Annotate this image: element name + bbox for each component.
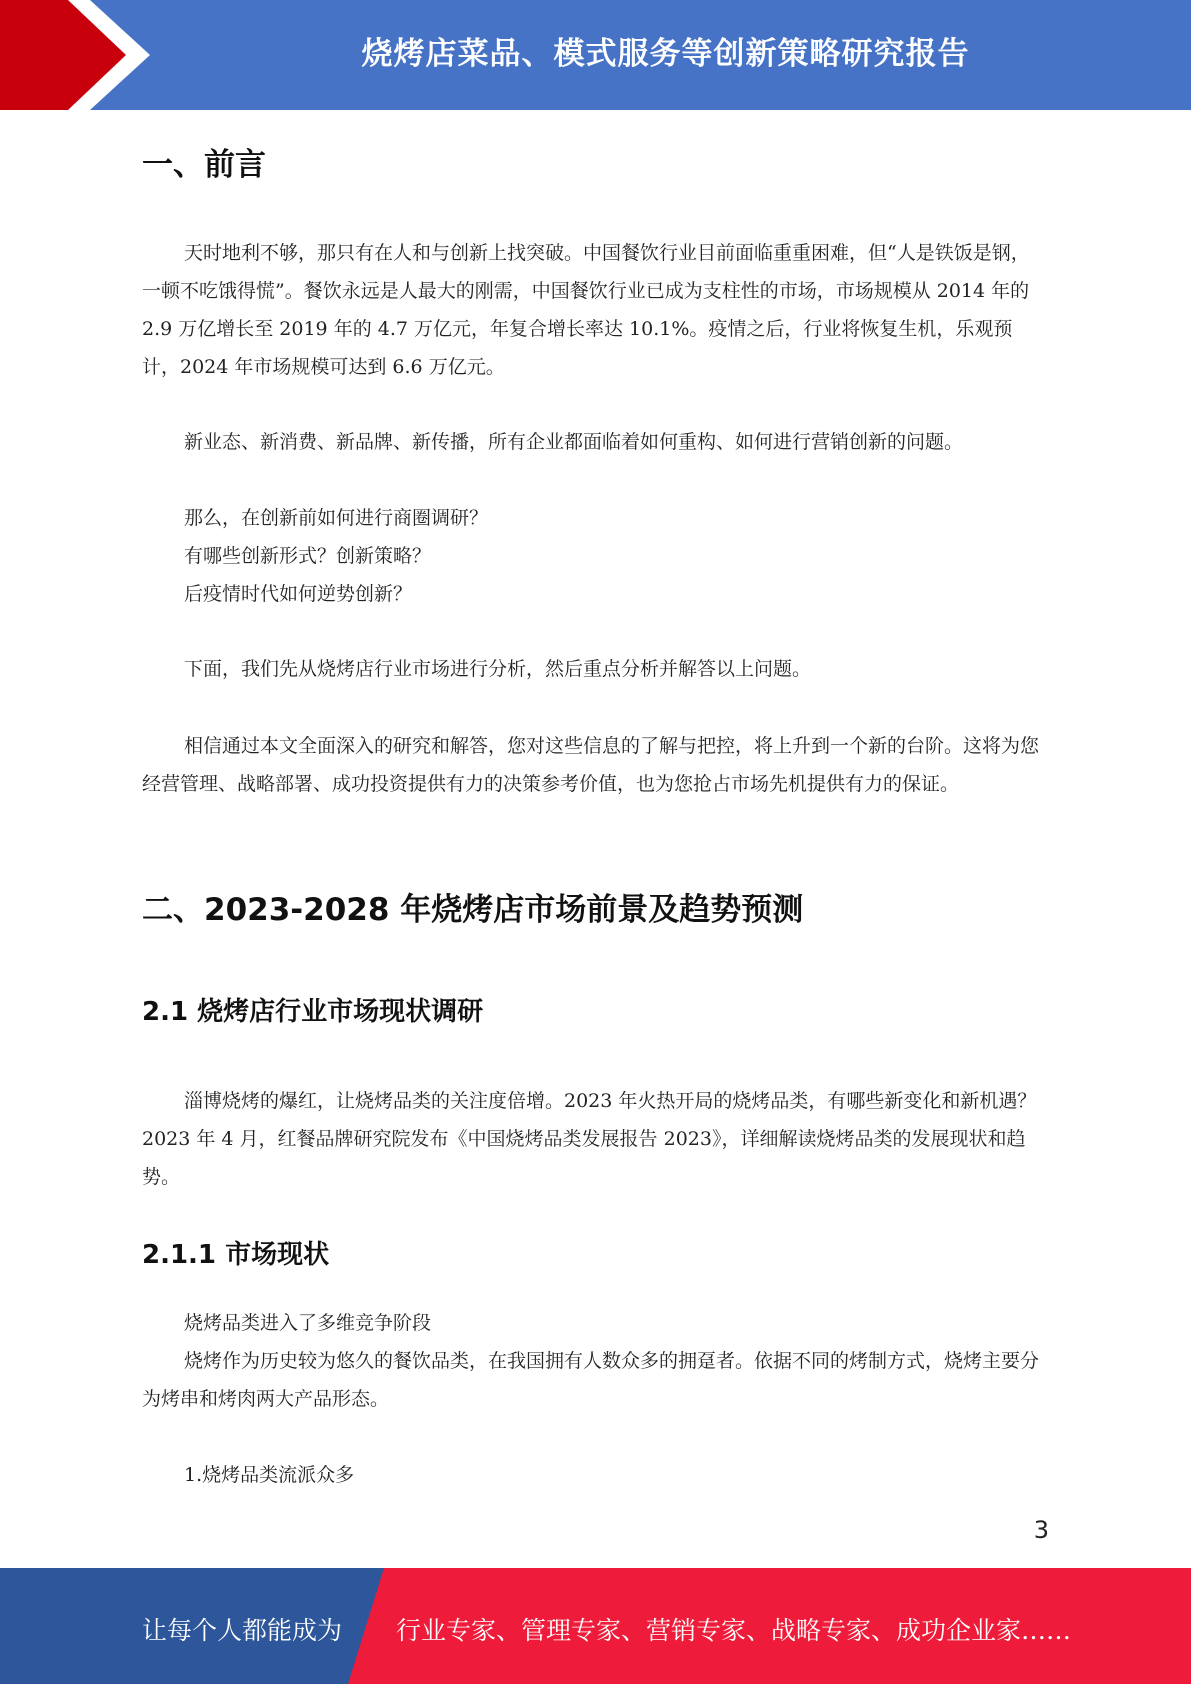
footer-slogan-right: 行业专家、管理专家、营销专家、战略专家、成功企业家…… [396,1616,1072,1645]
paragraph: 下面，我们先从烧烤店行业市场进行分析，然后重点分析并解答以上问题。 [184,658,812,680]
page-number: 3 [1033,1516,1049,1544]
paragraph: 新业态、新消费、新品牌、新传播，所有企业都面临着如何重构、如何进行营销创新的问题。 [184,431,964,453]
report-title: 烧烤店菜品、模式服务等创新策略研究报告 [361,36,970,72]
paragraph: 淄博烧烤的爆红，让烧烤品类的关注度倍增。2023 年火热开局的烧烤品类，有哪些新变化和新机遇？2023 年 4 月，红餐品牌研究院发布《中国烧烤品类发展报告 2023》，详细解读烧烤品类的发展现状和趋势。 [142,1090,1037,1188]
question-line: 那么，在创新前如何进行商圈调研？ [184,507,489,529]
section-heading-preface: 一、前言 [142,147,266,183]
list-item: 1.烧烤品类流派众多 [184,1464,355,1486]
footer-slogan-left: 让每个人都能成为 [142,1616,343,1645]
text-line: 烧烤品类进入了多维竞争阶段 [184,1312,432,1334]
subsection-heading: 2.1.1 市场现状 [142,1240,330,1270]
question-line: 后疫情时代如何逆势创新？ [184,583,413,605]
paragraph: 相信通过本文全面深入的研究和解答，您对这些信息的了解与把控，将上升到一个新的台阶。这将为您经营管理、战略部署、成功投资提供有力的决策参考价值，也为您抢占市场先机提供有力的保证。 [142,735,1040,795]
paragraph: 烧烤作为历史较为悠久的餐饮品类，在我国拥有人数众多的拥趸者。依据不同的烤制方式，烧烤主要分为烤串和烤肉两大产品形态。 [142,1350,1040,1410]
header-arrow-decoration [0,0,160,110]
subsection-heading: 2.1 烧烤店行业市场现状调研 [142,997,484,1027]
section-heading-forecast: 二、2023-2028 年烧烤店市场前景及趋势预测 [142,892,804,928]
paragraph: 天时地利不够，那只有在人和与创新上找突破。中国餐饮行业目前面临重重困难，但“人是铁饭是钢，一顿不吃饿得慌”。餐饮永远是人最大的刚需，中国餐饮行业已成为支柱性的市场，市场规模从 2014 年的 2.9 万亿增长至 2019 年的 4.7 万亿元，年复合增长率达 10.1%。疫情之后，行业将恢复生机，乐观预计，2024 年市场规模可达到 6.6 万亿元。 [142,242,1030,378]
question-line: 有哪些创新形式？创新策略？ [184,545,432,567]
